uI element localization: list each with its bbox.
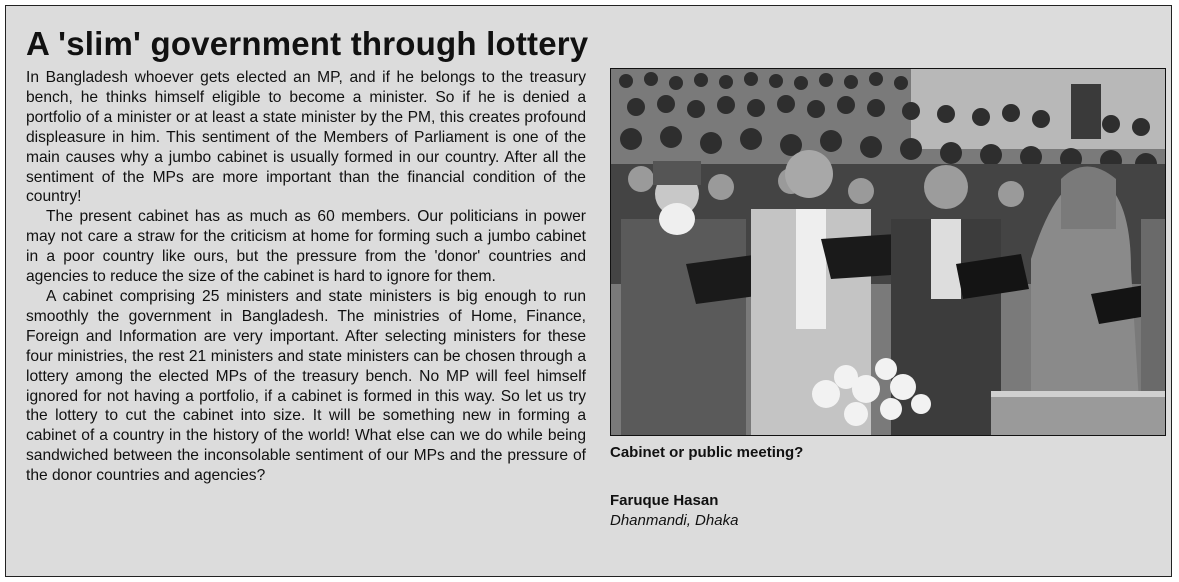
letter-article xyxy=(5,5,1172,577)
author-location: Dhanmandi, Dhaka xyxy=(610,512,739,529)
headline: A 'slim' government through lottery xyxy=(26,25,589,62)
author-name: Faruque Hasan xyxy=(610,492,719,509)
paragraph-1: In Bangladesh whoever gets elected an MP, and if he belongs to the treasury bench, he thinks himself eligible to become a minister. So if he is denied a portfolio of a minister or at least a state minister by the PM, this creates profound displeasure in him. This sentiment of the Members of Parliament is one of the main causes why a jumbo cabinet is usually formed in our country. After all the sentiment of the MPs are more important than the financial condition of the country! xyxy=(26,69,586,206)
cabinet-photo xyxy=(610,68,1166,436)
article-body xyxy=(26,68,586,486)
paragraph-2: The present cabinet has as much as 60 members. Our politicians in power may not care a straw for the criticism at home for forming such a jumbo cabinet in a poor country like ours, but the pressure from the 'donor' countries and agencies to reduce the size of the cabinet is hard to ignore for them. xyxy=(26,208,586,286)
photo-caption: Cabinet or public meeting? xyxy=(610,444,804,461)
paragraph-3: A cabinet comprising 25 ministers and state ministers is big enough to run smoothly the government in Bangladesh. The ministries of Home, Finance, Foreign and Information are very important. After selecting ministers for these four ministries, the rest 21 ministers and state ministers can be chosen through a lottery among the elected MPs of the treasury bench. No MP will feel himself ignored for not having a portfolio, if a cabinet is formed in this way. So let us try the lottery to cut the cabinet into size. It will be something new in forming a cabinet of a country in the history of the world! What else can we do while being sandwiched between the inconsolable sentiment of our MPs and the pressure of the donor countries and agencies? xyxy=(26,287,586,485)
